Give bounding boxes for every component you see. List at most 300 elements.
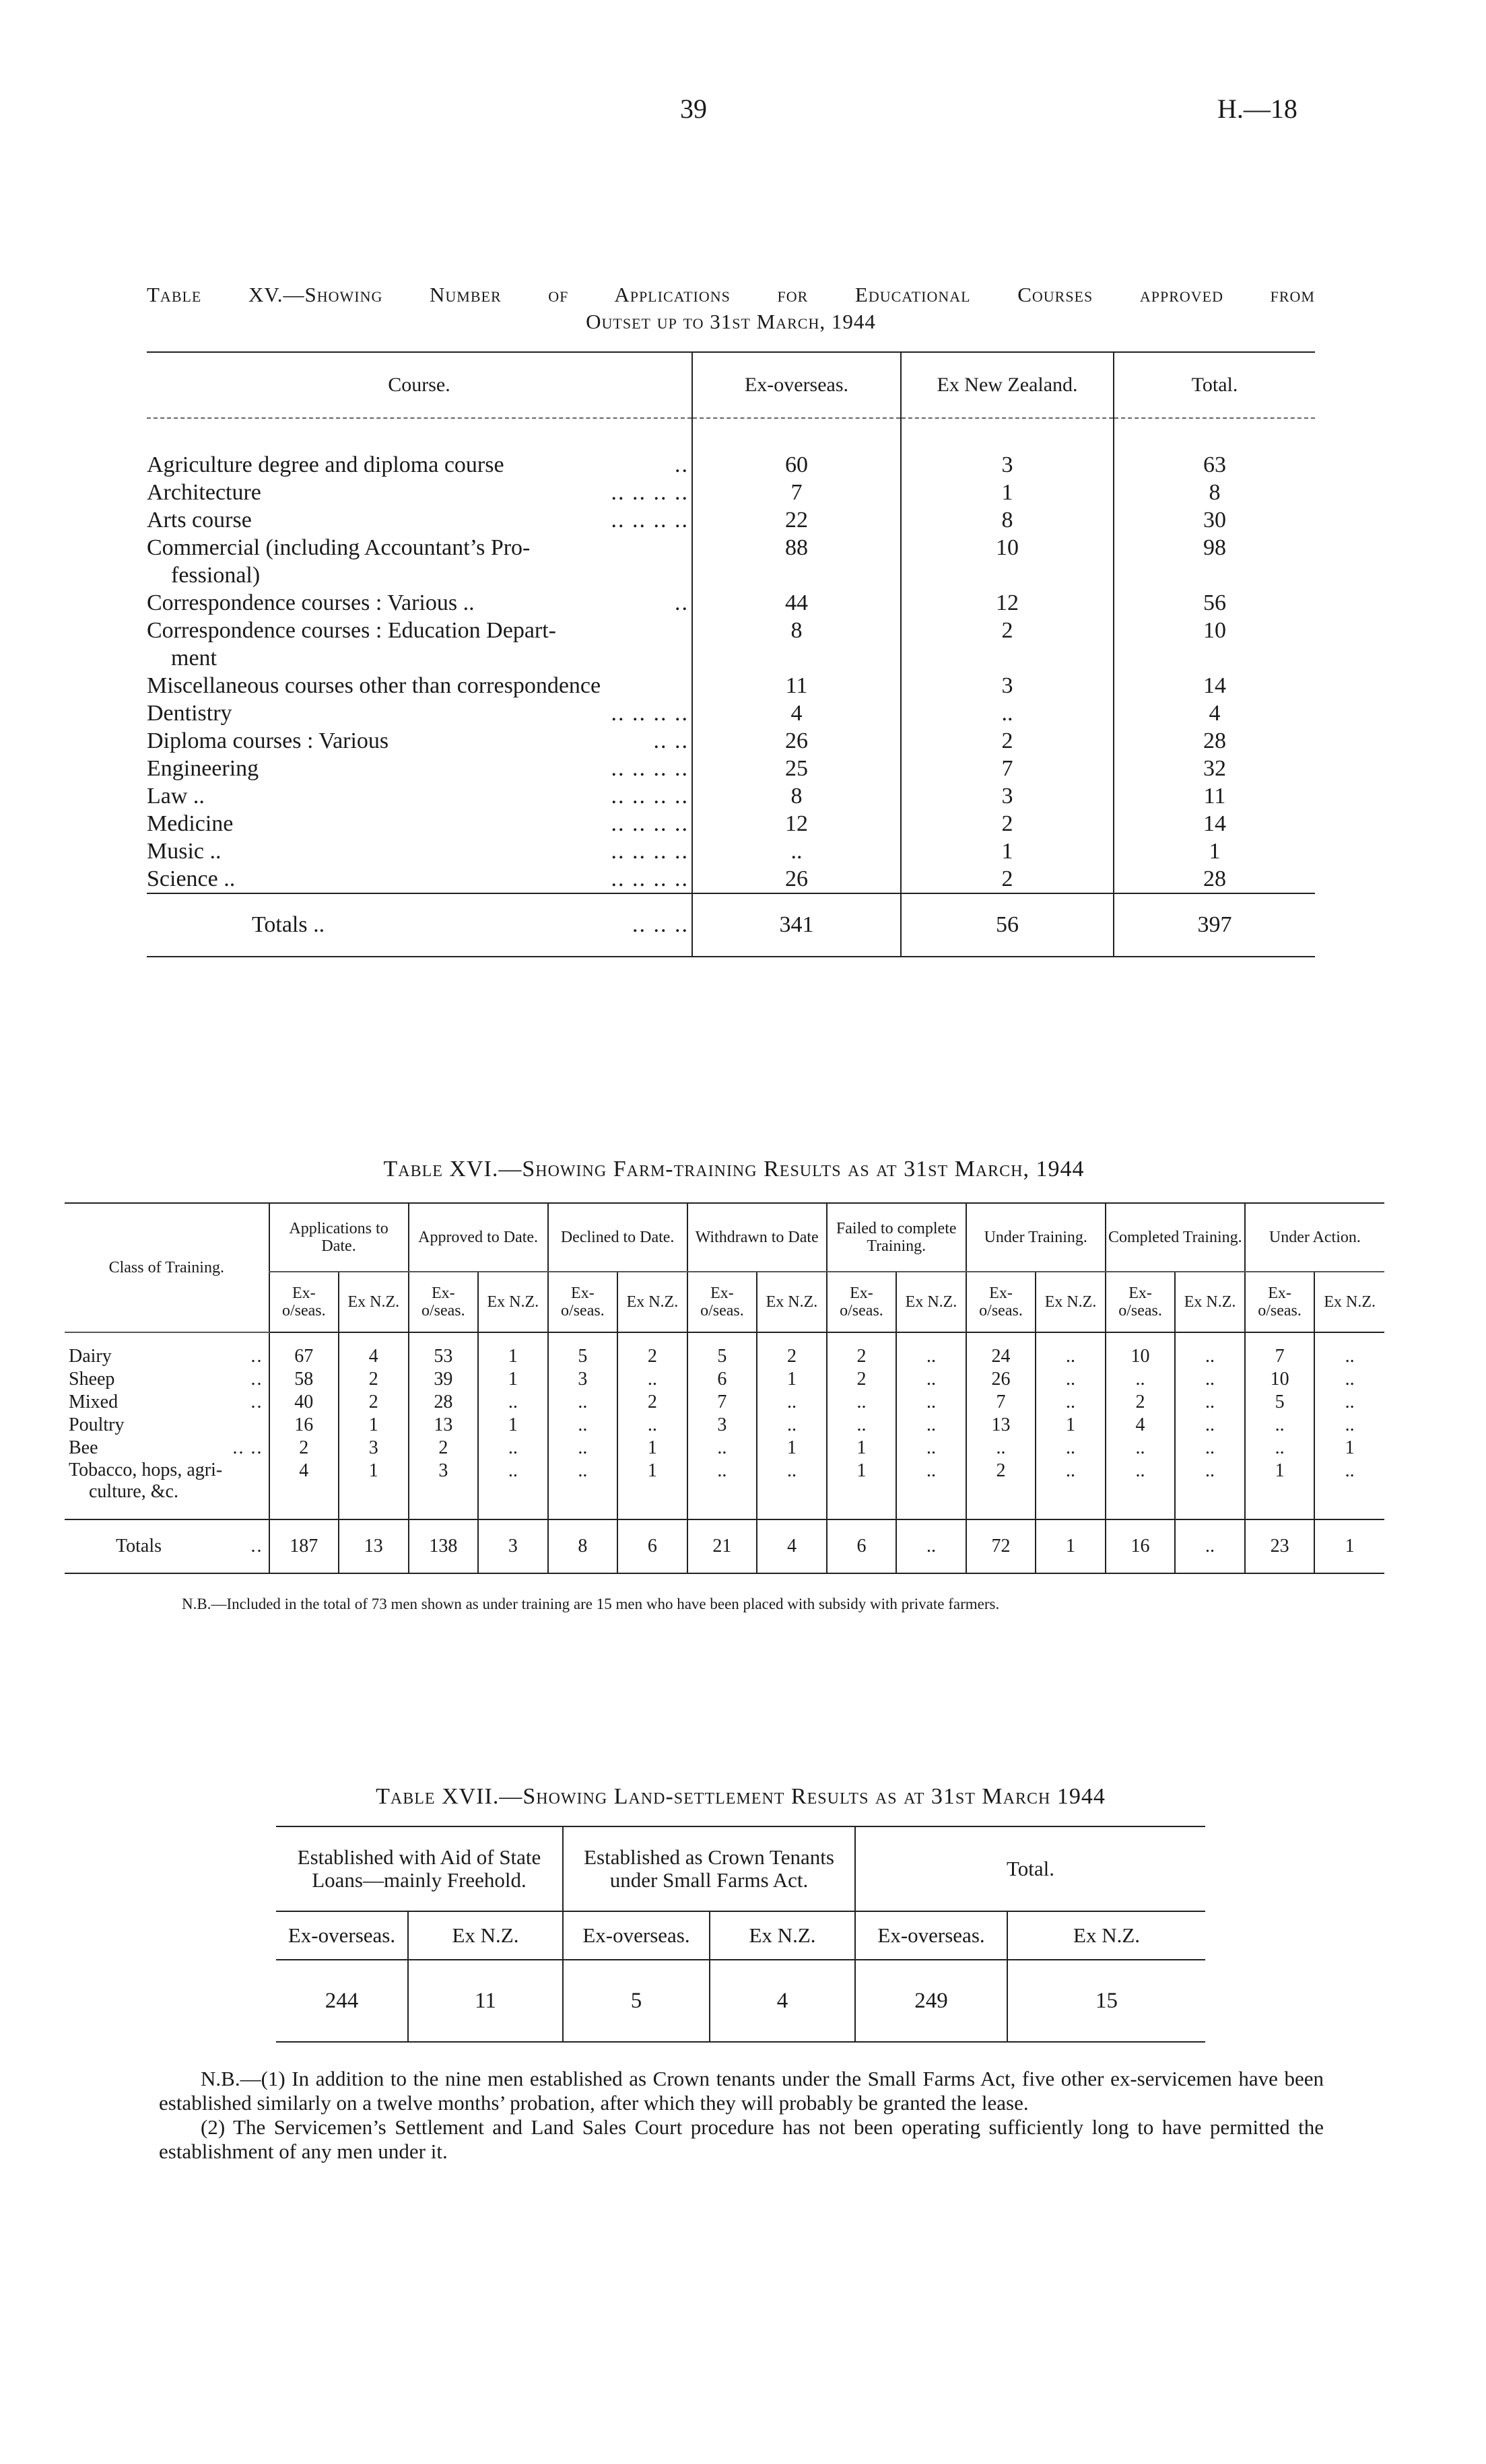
table15-body — [147, 418, 1315, 957]
col-ex-overseas: Ex-overseas. — [692, 352, 901, 418]
table-cell: .. — [1036, 1460, 1106, 1503]
dot-leader: .. .. .. .. — [611, 866, 689, 891]
table-cell: .. — [896, 1391, 966, 1414]
table-row — [147, 727, 1315, 755]
course-name — [147, 506, 692, 534]
table-cell: 2 — [901, 617, 1114, 672]
spacer-cell — [1106, 1503, 1176, 1519]
table-row — [147, 782, 1315, 810]
table-cell: 67 — [269, 1332, 339, 1368]
table-cell: .. — [478, 1391, 548, 1414]
table-cell: 58 — [269, 1368, 339, 1391]
spacer-cell — [617, 1503, 687, 1519]
spacer-cell — [687, 1503, 757, 1519]
table-cell: 3 — [339, 1437, 409, 1460]
table-cell: 4 — [339, 1332, 409, 1368]
table-cell: 2 — [827, 1368, 897, 1391]
table-cell: 1 — [339, 1414, 409, 1437]
table-cell: .. — [1175, 1437, 1245, 1460]
table-cell: 2 — [339, 1368, 409, 1391]
table-cell: 14 — [1114, 810, 1315, 837]
table-cell: 7 — [966, 1391, 1036, 1414]
table-cell: .. — [617, 1414, 687, 1437]
table16-body — [65, 1332, 1384, 1573]
dot-leader: .. — [675, 452, 689, 477]
table-cell: 3 — [548, 1368, 618, 1391]
table-cell: 4 — [692, 699, 901, 727]
course-name — [147, 755, 692, 782]
table-cell: 1 — [1314, 1437, 1384, 1460]
table-row — [147, 837, 1315, 865]
class-label — [65, 1332, 269, 1368]
col-group-header: Completed Training. — [1106, 1203, 1245, 1272]
spacer-cell — [1036, 1503, 1106, 1519]
col-group-header: Declined to Date. — [548, 1203, 687, 1272]
table-cell: .. — [1036, 1332, 1106, 1368]
table-cell: 3 — [687, 1414, 757, 1437]
table-row — [65, 1391, 1384, 1414]
table-cell: 16 — [269, 1414, 339, 1437]
table16-title: Table XVI.—Showing Farm-training Results as at 31st March, 1944 — [383, 1157, 1085, 1182]
table-cell: .. — [1175, 1368, 1245, 1391]
col-total: Total. — [855, 1826, 1205, 1911]
table-cell: 12 — [901, 589, 1114, 617]
table17-note-2: (2) The Servicemen’s Settlement and Land Sales Court procedure has not been operating sufficiently long to have permitted the establishment of any men under it. — [159, 2115, 1324, 2163]
dot-leader: .. — [250, 1346, 263, 1367]
table15-title — [147, 281, 1315, 335]
course-label: Science .. — [147, 866, 236, 891]
table-cell: 10 — [1106, 1332, 1176, 1368]
col-group-header: Failed to complete Training. — [827, 1203, 966, 1272]
course-name — [147, 782, 692, 810]
table-cell: 5 — [687, 1332, 757, 1368]
spacer-cell — [65, 1503, 269, 1519]
table17-group-header — [276, 1826, 1205, 1911]
table-cell: 2 — [757, 1332, 827, 1368]
spacer-cell — [1175, 1503, 1245, 1519]
totals-label — [147, 893, 692, 957]
table-cell: 23 — [1245, 1519, 1315, 1573]
spacer-cell — [269, 1503, 339, 1519]
dot-leader: .. — [675, 590, 689, 615]
table-cell: 28 — [1114, 865, 1315, 893]
table-cell: 28 — [1114, 727, 1315, 755]
table-cell: .. — [1175, 1332, 1245, 1368]
table-cell: .. — [896, 1332, 966, 1368]
table-cell: 1 — [827, 1437, 897, 1460]
spacer-cell — [478, 1503, 548, 1519]
dot-leader: .. .. .. .. — [611, 701, 689, 726]
table-cell: 5 — [563, 1960, 710, 2042]
spacer-cell — [339, 1503, 409, 1519]
col-crown-tenants: Established as Crown Tenants under Small Farms Act. — [563, 1826, 855, 1911]
table-cell: 11 — [692, 672, 901, 699]
table-cell: .. — [1175, 1414, 1245, 1437]
dot-leader: .. .. .. .. — [611, 508, 689, 533]
table-cell: 138 — [409, 1519, 479, 1573]
table-cell: .. — [1106, 1368, 1176, 1391]
table-cell: 8 — [1114, 479, 1315, 506]
table-row — [65, 1460, 1384, 1503]
course-name — [147, 865, 692, 893]
table-cell: 1 — [478, 1332, 548, 1368]
sub-ex-nz: Ex N.Z. — [1314, 1272, 1384, 1332]
table-cell: 2 — [966, 1460, 1036, 1503]
table-cell: .. — [1314, 1332, 1384, 1368]
table-cell: .. — [1175, 1460, 1245, 1503]
course-label: Music .. — [147, 839, 222, 864]
table-cell: 1 — [1036, 1414, 1106, 1437]
table-cell: .. — [1314, 1414, 1384, 1437]
table-cell: 40 — [269, 1391, 339, 1414]
table-cell: .. — [1314, 1391, 1384, 1414]
table-cell: 1 — [827, 1460, 897, 1503]
table-cell: 5 — [548, 1332, 618, 1368]
table-row — [65, 1368, 1384, 1391]
spacer-cell — [827, 1503, 897, 1519]
table-cell: .. — [896, 1519, 966, 1573]
table-cell: .. — [896, 1437, 966, 1460]
sub-ex-nz: Ex N.Z. — [1175, 1272, 1245, 1332]
table-cell: 7 — [1245, 1332, 1315, 1368]
table-cell: 1 — [339, 1460, 409, 1503]
table-cell: 10 — [1114, 617, 1315, 672]
spacer-cell — [896, 1503, 966, 1519]
table-row — [147, 506, 1315, 534]
table-cell: .. — [901, 699, 1114, 727]
dot-leader: .. .. .. .. — [611, 784, 689, 809]
course-name — [147, 837, 692, 865]
course-label: Arts course — [147, 508, 252, 533]
sub-ex-nz: Ex N.Z. — [1007, 1911, 1205, 1960]
class-text: Bee — [69, 1437, 98, 1458]
table17-values-row — [276, 1960, 1205, 2042]
table-cell: 249 — [855, 1960, 1007, 2042]
table-cell: .. — [1314, 1460, 1384, 1503]
table15-title-line2: Outset up to 31st March, 1944 — [586, 310, 876, 333]
table-cell: 1 — [901, 837, 1114, 865]
table17-title: Table XVII.—Showing Land-settlement Results as at 31st March 1944 — [376, 1784, 1106, 1809]
table-cell: 4 — [757, 1519, 827, 1573]
class-label — [65, 1437, 269, 1460]
col-class-of-training: Class of Training. — [65, 1203, 269, 1332]
table-cell: 1 — [901, 479, 1114, 506]
table-cell: 1 — [478, 1368, 548, 1391]
course-label: Diploma courses : Various — [147, 728, 389, 753]
table-cell: .. — [687, 1437, 757, 1460]
col-ex-nz: Ex New Zealand. — [901, 352, 1114, 418]
table-cell: 2 — [901, 865, 1114, 893]
course-label: Law .. — [147, 784, 205, 809]
course-name — [147, 479, 692, 506]
table-cell: 22 — [692, 506, 901, 534]
table-cell: 4 — [710, 1960, 855, 2042]
table-cell: 4 — [1114, 699, 1315, 727]
class-text: Dairy — [69, 1346, 112, 1367]
table-cell: .. — [827, 1414, 897, 1437]
course-label: Commercial (including Accountant’s Pro- — [147, 535, 531, 560]
table15-spacer — [147, 418, 1315, 451]
table15-header-row — [147, 352, 1315, 418]
sub-ex-overseas: Ex-o/seas. — [827, 1272, 897, 1332]
sub-ex-nz: Ex N.Z. — [757, 1272, 827, 1332]
table-cell: 2 — [617, 1391, 687, 1414]
sub-ex-nz: Ex N.Z. — [1036, 1272, 1106, 1332]
document-reference: H.—18 — [1217, 94, 1297, 124]
class-label — [65, 1391, 269, 1414]
class-text: Totals — [116, 1536, 162, 1556]
course-name — [147, 727, 692, 755]
spacer-cell — [548, 1503, 618, 1519]
table-cell: 7 — [692, 479, 901, 506]
table-row — [147, 534, 1315, 589]
col-state-loans: Established with Aid of State Loans—mainly Freehold. — [276, 1826, 563, 1911]
table-cell: 3 — [901, 451, 1114, 479]
table-cell: .. — [548, 1414, 618, 1437]
spacer-cell — [1245, 1503, 1315, 1519]
table-cell: 15 — [1007, 1960, 1205, 2042]
table-cell: .. — [1036, 1437, 1106, 1460]
table-cell: 2 — [409, 1437, 479, 1460]
table-cell: 25 — [692, 755, 901, 782]
course-label: Architecture — [147, 480, 261, 505]
table-cell: 244 — [276, 1960, 408, 2042]
table-cell: 1 — [478, 1414, 548, 1437]
class-text: Poultry — [69, 1414, 125, 1435]
table-cell: 39 — [409, 1368, 479, 1391]
table-row — [147, 479, 1315, 506]
table16 — [65, 1202, 1384, 1574]
table15-title-line1: Table XV.—Showing Number of Applications for Educational Courses approved from — [147, 283, 1315, 306]
table-row — [65, 1414, 1384, 1437]
table-cell: .. — [692, 837, 901, 865]
dot-leader: .. .. .. — [632, 912, 689, 937]
table17-sub-header — [276, 1911, 1205, 1960]
table-cell: .. — [687, 1460, 757, 1503]
table-cell: 1 — [1314, 1519, 1384, 1573]
class-label — [65, 1414, 269, 1437]
course-label: Dentistry — [147, 701, 232, 726]
table-row — [65, 1332, 1384, 1368]
table-cell: 44 — [692, 589, 901, 617]
dot-leader: .. — [250, 1369, 263, 1390]
col-group-header: Applications to Date. — [269, 1203, 409, 1272]
table-cell: 98 — [1114, 534, 1315, 589]
table-cell: 11 — [1114, 782, 1315, 810]
sub-ex-nz: Ex N.Z. — [896, 1272, 966, 1332]
sub-ex-nz: Ex N.Z. — [339, 1272, 409, 1332]
table-cell: 30 — [1114, 506, 1315, 534]
spacer-cell — [757, 1503, 827, 1519]
table-cell: 6 — [617, 1519, 687, 1573]
table17-notes — [159, 2067, 1324, 2164]
table-cell: 63 — [1114, 451, 1315, 479]
table-cell: .. — [1245, 1437, 1315, 1460]
table-cell: 341 — [692, 893, 901, 957]
table-cell: 12 — [692, 810, 901, 837]
table-cell: 24 — [966, 1332, 1036, 1368]
table-cell: 1 — [1114, 837, 1315, 865]
table-cell: .. — [548, 1391, 618, 1414]
col-group-header: Under Training. — [966, 1203, 1106, 1272]
table-cell: 16 — [1106, 1519, 1176, 1573]
table-cell: 1 — [1036, 1519, 1106, 1573]
dot-leader: .. — [250, 1392, 263, 1412]
sub-ex-nz: Ex N.Z. — [617, 1272, 687, 1332]
table17-note-1: N.B.—(1) In addition to the nine men established as Crown tenants under the Small Farms Act, five other ex-servicemen have been established similarly on a twelve months’ probation, after which they will probably be granted the lease. — [159, 2067, 1324, 2115]
course-label: Agriculture degree and diploma course — [147, 452, 504, 477]
table-row — [147, 865, 1315, 893]
table-cell: .. — [757, 1391, 827, 1414]
table-cell: 1 — [757, 1437, 827, 1460]
table17 — [276, 1826, 1205, 2043]
class-label — [65, 1368, 269, 1391]
sub-ex-nz: Ex N.Z. — [710, 1911, 855, 1960]
table-cell: 8 — [901, 506, 1114, 534]
table-cell: .. — [548, 1437, 618, 1460]
table-cell: 88 — [692, 534, 901, 589]
dot-leader: .. .. .. .. — [611, 839, 689, 864]
dot-leader: .. .. .. .. — [611, 480, 689, 505]
table-cell: .. — [896, 1460, 966, 1503]
table-cell: .. — [1245, 1414, 1315, 1437]
table-row — [147, 699, 1315, 727]
table-cell: 53 — [409, 1332, 479, 1368]
table-cell: 397 — [1114, 893, 1315, 957]
col-group-header: Withdrawn to Date — [687, 1203, 827, 1272]
table-cell: 3 — [901, 672, 1114, 699]
table15 — [147, 351, 1315, 957]
table-cell: 26 — [966, 1368, 1036, 1391]
table-cell: .. — [1036, 1368, 1106, 1391]
sub-ex-overseas: Ex-o/seas. — [269, 1272, 339, 1332]
course-label-cont: ment — [171, 646, 217, 671]
table-cell: 7 — [901, 755, 1114, 782]
course-name — [147, 451, 692, 479]
sub-ex-overseas: Ex-o/seas. — [409, 1272, 479, 1332]
table16-note: N.B.—Included in the total of 73 men shown as under training are 15 men who have been placed with subsidy with private farmers. — [182, 1596, 1000, 1612]
course-label: Engineering — [147, 756, 259, 781]
table-cell: .. — [548, 1460, 618, 1503]
table-cell: 3 — [478, 1519, 548, 1573]
dot-leader: .. .. — [653, 728, 689, 753]
table16-group-header — [65, 1203, 1384, 1272]
table-row — [147, 810, 1315, 837]
table-cell: 56 — [1114, 589, 1315, 617]
table-cell: .. — [896, 1368, 966, 1391]
table-cell: .. — [1175, 1519, 1245, 1573]
class-label — [65, 1460, 269, 1503]
table-row — [147, 451, 1315, 479]
table-cell: .. — [827, 1391, 897, 1414]
table-cell: 10 — [901, 534, 1114, 589]
table-cell: .. — [966, 1437, 1036, 1460]
sub-ex-overseas: Ex-o/seas. — [1245, 1272, 1315, 1332]
table-cell: 2 — [1106, 1391, 1176, 1414]
table16-spacer — [65, 1503, 1384, 1519]
table-cell: 26 — [692, 727, 901, 755]
table-cell: 26 — [692, 865, 901, 893]
table-row — [147, 589, 1315, 617]
table-cell: 4 — [1106, 1414, 1176, 1437]
class-text: Mixed — [69, 1392, 119, 1412]
table-cell: 2 — [339, 1391, 409, 1414]
table16-totals-row — [65, 1519, 1384, 1573]
table-cell: 187 — [269, 1519, 339, 1573]
dot-leader: .. .. .. .. — [611, 756, 689, 781]
sub-ex-overseas: Ex-overseas. — [855, 1911, 1007, 1960]
table-cell: 1 — [1245, 1460, 1315, 1503]
sub-ex-overseas: Ex-o/seas. — [548, 1272, 618, 1332]
table15-totals-row — [147, 893, 1315, 957]
course-name — [147, 672, 692, 699]
dot-leader: .. .. .. .. — [611, 811, 689, 836]
sub-ex-overseas: Ex-o/seas. — [1106, 1272, 1176, 1332]
sub-ex-nz: Ex N.Z. — [478, 1272, 548, 1332]
page-number: 39 — [680, 94, 707, 124]
table-cell: .. — [1175, 1391, 1245, 1414]
class-text-cont: culture, &c. — [89, 1481, 178, 1502]
table-cell: 4 — [269, 1460, 339, 1503]
table-cell: 6 — [687, 1368, 757, 1391]
table-cell: 5 — [1245, 1391, 1315, 1414]
class-text: Tobacco, hops, agri- — [69, 1460, 223, 1480]
table-cell: 13 — [966, 1414, 1036, 1437]
table-cell: 13 — [339, 1519, 409, 1573]
table-cell: 2 — [617, 1332, 687, 1368]
table-cell: .. — [478, 1437, 548, 1460]
col-course: Course. — [147, 352, 692, 418]
dot-leader: .. — [250, 1536, 263, 1556]
col-group-header: Approved to Date. — [409, 1203, 548, 1272]
table-cell: .. — [1036, 1391, 1106, 1414]
table-cell: .. — [478, 1460, 548, 1503]
table-cell: .. — [617, 1368, 687, 1391]
table-row — [147, 672, 1315, 699]
table-cell: 1 — [617, 1460, 687, 1503]
class-text: Sheep — [69, 1369, 115, 1390]
col-total: Total. — [1114, 352, 1315, 418]
spacer-cell — [409, 1503, 479, 1519]
course-label: Medicine — [147, 811, 234, 836]
dot-leader: .. .. — [232, 1437, 263, 1458]
course-name — [147, 534, 692, 589]
table-cell: .. — [1106, 1437, 1176, 1460]
table-cell: 11 — [408, 1960, 563, 2042]
table-row — [65, 1437, 1384, 1460]
table-cell: 2 — [827, 1332, 897, 1368]
table-cell: .. — [896, 1414, 966, 1437]
table-cell: 10 — [1245, 1368, 1315, 1391]
table-row — [147, 755, 1315, 782]
spacer-cell — [966, 1503, 1036, 1519]
table-cell: .. — [1314, 1368, 1384, 1391]
spacer-cell — [1314, 1503, 1384, 1519]
sub-ex-overseas: Ex-o/seas. — [966, 1272, 1036, 1332]
sub-ex-overseas: Ex-overseas. — [563, 1911, 710, 1960]
table-cell: .. — [1106, 1460, 1176, 1503]
table-cell: 56 — [901, 893, 1114, 957]
table-cell: 60 — [692, 451, 901, 479]
table-cell: 3 — [409, 1460, 479, 1503]
course-name — [147, 589, 692, 617]
col-group-header: Under Action. — [1245, 1203, 1384, 1272]
course-label: Correspondence courses : Various .. — [147, 590, 475, 615]
table-cell: 1 — [757, 1368, 827, 1391]
course-name — [147, 810, 692, 837]
table-cell: 13 — [409, 1414, 479, 1437]
table-cell: 2 — [269, 1437, 339, 1460]
